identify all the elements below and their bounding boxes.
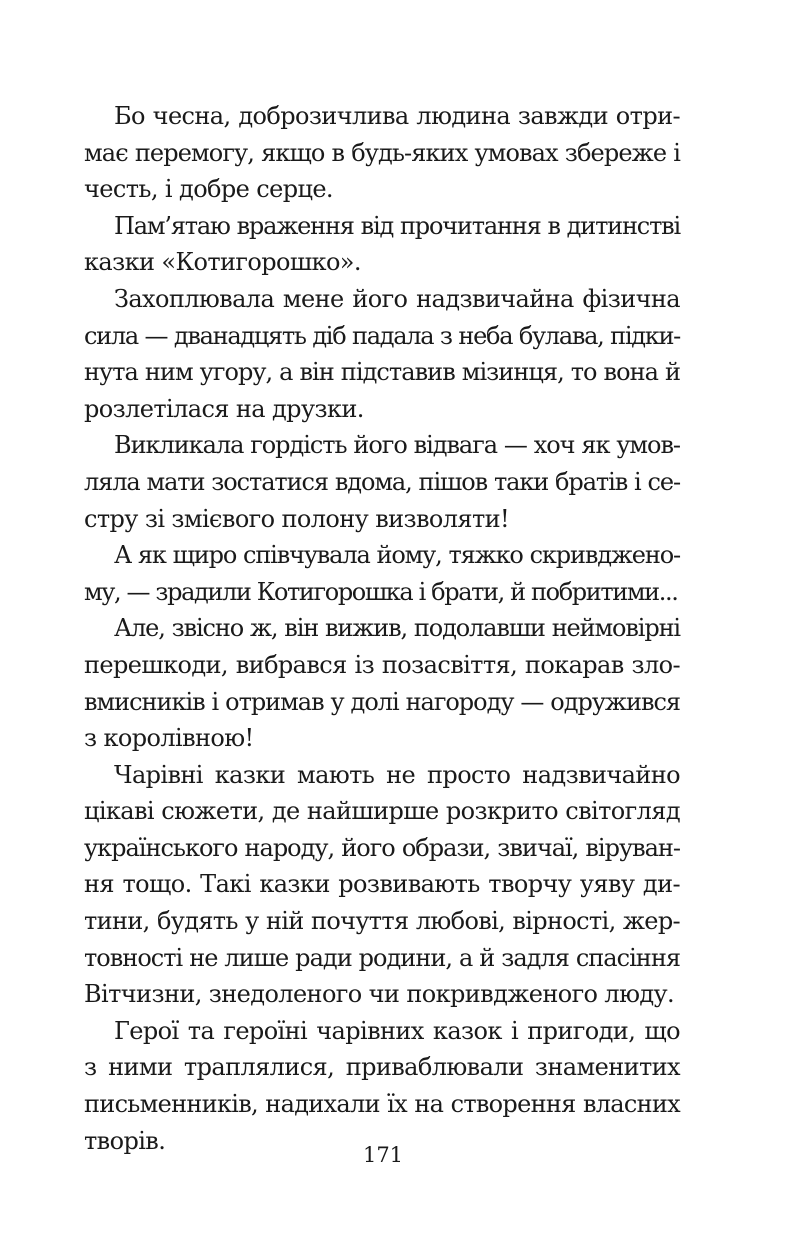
text-line: Пам’ятаю враження від прочитання в дитинстві xyxy=(114,211,680,240)
text-line: Викликала гордість його відвага — хоч як умов- xyxy=(114,431,680,460)
text-line: ляла мати зостатися вдома, пішов таки братів і се- xyxy=(84,467,680,496)
page-number: 171 xyxy=(362,1143,404,1167)
paragraph xyxy=(84,98,680,208)
text-line: нута ним угору, а він підставив мізинця, то вона й xyxy=(84,358,680,387)
text-line: А як щиро співчувала йому, тяжко скривдженo- xyxy=(114,541,680,570)
text-line: товності не лише ради родини, а й задля спасіння xyxy=(84,943,680,972)
text-line: ня тощо. Такі казки розвивають творчу уяву ди- xyxy=(84,870,680,899)
paragraph xyxy=(84,610,680,756)
text-line: стру зі змієвого полону визволяти! xyxy=(84,504,510,533)
text-line: перешкоди, вибрався із позасвіття, покарав зло- xyxy=(84,650,680,679)
paragraph xyxy=(84,757,680,1013)
paragraph xyxy=(84,281,680,427)
text-line: казки «Котигорошко». xyxy=(84,248,361,277)
text-line: тини, будять у ній почуття любові, вірності, жер- xyxy=(84,907,680,936)
text-line: Герої та героїні чарівних казок і пригоди, що xyxy=(114,1016,680,1045)
text-line: Вітчизни, знедоленого чи покривдженого люду. xyxy=(84,980,675,1009)
text-line: творів. xyxy=(84,1126,166,1155)
text-line: Чарівні казки мають не просто надзвичайно xyxy=(114,760,680,789)
text-line: письменників, надихали їх на створення власних xyxy=(84,1090,680,1119)
text-line: Але, звісно ж, він вижив, подолавши неймовірні xyxy=(114,614,680,643)
paragraph xyxy=(84,427,680,537)
paragraph xyxy=(84,1013,680,1159)
text-line: з ними траплялися, приваблювали знаменитих xyxy=(84,1053,680,1082)
text-line: цікаві сюжети, де найширше розкрито світогляд xyxy=(84,797,680,826)
text-line: Захоплювала мене його надзвичайна фізична xyxy=(114,284,680,313)
text-line: Бо чесна, доброзичлива людина завжди отри- xyxy=(114,102,680,130)
text-line: з королівною! xyxy=(84,724,254,753)
text-line: сила — дванадцять діб падала з неба булава, підки- xyxy=(84,321,680,350)
paragraph xyxy=(84,208,680,281)
text-line: українського народу, його образи, звичаї, віруван- xyxy=(84,833,680,862)
paragraph xyxy=(84,537,680,610)
text-line: му, — зрадили Котигорошка і брати, й побритими... xyxy=(84,577,678,606)
text-line: вмисників і отримав у долі нагороду — одружився xyxy=(84,687,680,716)
text-line: розлетілася на друзки. xyxy=(84,394,364,423)
text-line: має перемогу, якщо в будь-яких умовах збереже і xyxy=(84,138,680,167)
text-line: честь, і добре серце. xyxy=(84,175,333,204)
body-text xyxy=(84,98,680,1159)
